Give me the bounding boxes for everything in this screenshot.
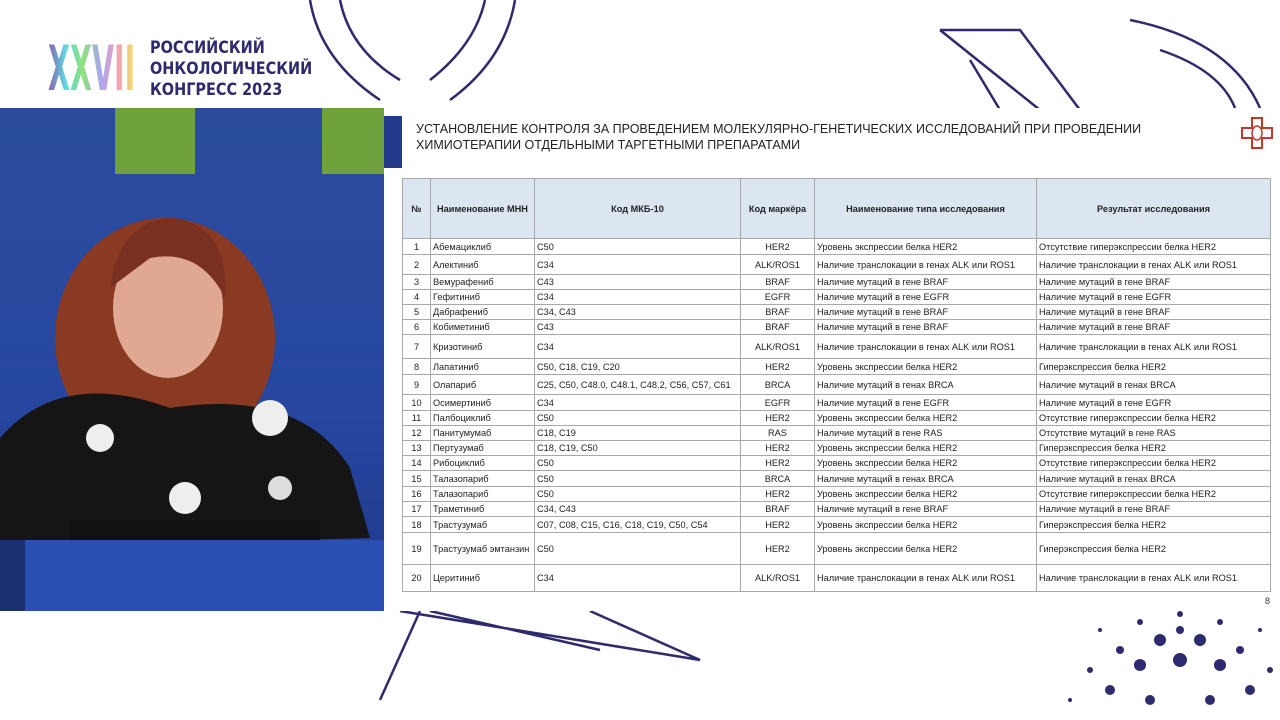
title-accent-bar <box>384 116 402 168</box>
cell-col-marker: BRAF <box>741 320 815 335</box>
backdrop-panel <box>322 108 384 174</box>
table-row <box>403 533 1271 565</box>
table-row <box>403 255 1271 275</box>
header-col-icd10: Код МКБ-10 <box>535 179 741 239</box>
table-row <box>403 375 1271 395</box>
cell-col-drug-name: Палбоциклиб <box>431 411 535 426</box>
cell-col-result: Гиперэкспрессия белка HER2 <box>1037 441 1271 456</box>
table-row <box>403 395 1271 411</box>
cell-col-number: 20 <box>403 565 431 592</box>
cell-col-test-type: Наличие транслокации в генах ALK или ROS1 <box>815 255 1037 275</box>
cell-col-marker: ALK/ROS1 <box>741 255 815 275</box>
cell-col-result: Отсутствие гиперэкспрессии белка HER2 <box>1037 239 1271 255</box>
cell-col-drug-name: Вемурафениб <box>431 275 535 290</box>
logo-roman-numeral: XXVII <box>48 32 136 105</box>
cell-col-marker: HER2 <box>741 239 815 255</box>
table-row <box>403 502 1271 517</box>
cell-col-number: 7 <box>403 335 431 359</box>
cell-col-icd10: C18, C19, C50 <box>535 441 741 456</box>
cell-col-icd10: C50 <box>535 533 741 565</box>
cell-col-result: Наличие мутаций в гене EGFR <box>1037 395 1271 411</box>
table-row <box>403 411 1271 426</box>
cell-col-number: 5 <box>403 305 431 320</box>
cell-col-marker: ALK/ROS1 <box>741 565 815 592</box>
cell-col-marker: BRAF <box>741 305 815 320</box>
cell-col-icd10: C50 <box>535 411 741 426</box>
table-row <box>403 456 1271 471</box>
backdrop-panel <box>115 108 195 174</box>
cell-col-marker: HER2 <box>741 411 815 426</box>
cell-col-result: Гиперэкспрессия белка HER2 <box>1037 517 1271 533</box>
cell-col-number: 17 <box>403 502 431 517</box>
cell-col-marker: RAS <box>741 426 815 441</box>
cell-col-drug-name: Панитумумаб <box>431 426 535 441</box>
cell-col-number: 1 <box>403 239 431 255</box>
cell-col-icd10: C43 <box>535 275 741 290</box>
cell-col-marker: BRAF <box>741 502 815 517</box>
cell-col-marker: ALK/ROS1 <box>741 335 815 359</box>
cell-col-test-type: Уровень экспрессии белка HER2 <box>815 533 1037 565</box>
cell-col-number: 13 <box>403 441 431 456</box>
table-row <box>403 487 1271 502</box>
presentation-slide <box>384 108 1280 611</box>
cell-col-number: 12 <box>403 426 431 441</box>
cell-col-icd10: C25, C50, C48.0, C48.1, C48.2, C56, C57, C61 <box>535 375 741 395</box>
logo-text <box>150 38 312 101</box>
medical-cross-icon <box>1240 116 1274 150</box>
cell-col-icd10: C34 <box>535 290 741 305</box>
cell-col-number: 10 <box>403 395 431 411</box>
page-number: 8 <box>1264 596 1270 606</box>
cell-col-drug-name: Талазопариб <box>431 487 535 502</box>
cell-col-drug-name: Трастузумаб <box>431 517 535 533</box>
cell-col-result: Наличие транслокации в генах ALK или ROS1 <box>1037 565 1271 592</box>
cell-col-number: 16 <box>403 487 431 502</box>
cell-col-number: 9 <box>403 375 431 395</box>
cell-col-test-type: Уровень экспрессии белка HER2 <box>815 239 1037 255</box>
cell-col-result: Наличие мутаций в гене BRAF <box>1037 320 1271 335</box>
cell-col-test-type: Наличие мутаций в гене RAS <box>815 426 1037 441</box>
header-col-result: Результат исследования <box>1037 179 1271 239</box>
cell-col-number: 15 <box>403 471 431 487</box>
cell-col-test-type: Уровень экспрессии белка HER2 <box>815 487 1037 502</box>
cell-col-icd10: C07, C08, C15, C16, C18, C19, C50, C54 <box>535 517 741 533</box>
targeted-drugs-table <box>402 178 1271 592</box>
cell-col-test-type: Уровень экспрессии белка HER2 <box>815 411 1037 426</box>
table-row <box>403 441 1271 456</box>
cell-col-test-type: Уровень экспрессии белка HER2 <box>815 517 1037 533</box>
table-row <box>403 305 1271 320</box>
cell-col-drug-name: Церитиниб <box>431 565 535 592</box>
cell-col-icd10: C34 <box>535 395 741 411</box>
cell-col-result: Наличие мутаций в гене BRAF <box>1037 502 1271 517</box>
table-row <box>403 471 1271 487</box>
table-row <box>403 335 1271 359</box>
slide-title-line: ХИМИОТЕРАПИИ ОТДЕЛЬНЫМИ ТАРГЕТНЫМИ ПРЕПАРАТАМИ <box>416 138 801 152</box>
cell-col-test-type: Наличие мутаций в генах BRCA <box>815 375 1037 395</box>
cell-col-result: Наличие мутаций в гене EGFR <box>1037 290 1271 305</box>
cell-col-drug-name: Пертузумаб <box>431 441 535 456</box>
cell-col-marker: EGFR <box>741 395 815 411</box>
cell-col-test-type: Наличие транслокации в генах ALK или ROS1 <box>815 335 1037 359</box>
cell-col-test-type: Наличие транслокации в генах ALK или ROS1 <box>815 565 1037 592</box>
cell-col-icd10: C50 <box>535 456 741 471</box>
logo-line: КОНГРЕСС 2023 <box>150 80 283 100</box>
cell-col-icd10: C50 <box>535 487 741 502</box>
cell-col-drug-name: Олапариб <box>431 375 535 395</box>
cell-col-drug-name: Кризотиниб <box>431 335 535 359</box>
table-row <box>403 275 1271 290</box>
cell-col-result: Наличие транслокации в генах ALK или ROS1 <box>1037 335 1271 359</box>
cell-col-test-type: Наличие мутаций в гене BRAF <box>815 502 1037 517</box>
cell-col-test-type: Наличие мутаций в гене BRAF <box>815 305 1037 320</box>
cell-col-result: Отсутствие гиперэкспрессии белка HER2 <box>1037 456 1271 471</box>
cell-col-test-type: Наличие мутаций в гене EGFR <box>815 290 1037 305</box>
slide-title <box>416 121 1216 153</box>
cell-col-drug-name: Осимертиниб <box>431 395 535 411</box>
cell-col-marker: BRCA <box>741 471 815 487</box>
table-row <box>403 239 1271 255</box>
cell-col-number: 3 <box>403 275 431 290</box>
cell-col-test-type: Уровень экспрессии белка HER2 <box>815 441 1037 456</box>
cell-col-number: 18 <box>403 517 431 533</box>
cell-col-marker: EGFR <box>741 290 815 305</box>
logo-line: РОССИЙСКИЙ <box>150 38 265 58</box>
cell-col-icd10: C34, C43 <box>535 305 741 320</box>
cell-col-result: Отсутствие мутаций в гене RAS <box>1037 426 1271 441</box>
cell-col-number: 14 <box>403 456 431 471</box>
cell-col-icd10: C18, C19 <box>535 426 741 441</box>
header-col-test-type: Наименование типа исследования <box>815 179 1037 239</box>
cell-col-drug-name: Траметиниб <box>431 502 535 517</box>
cell-col-drug-name: Дабрафениб <box>431 305 535 320</box>
cell-col-marker: HER2 <box>741 359 815 375</box>
cell-col-number: 19 <box>403 533 431 565</box>
cell-col-marker: HER2 <box>741 533 815 565</box>
cell-col-icd10: C34 <box>535 255 741 275</box>
cell-col-icd10: C50, C18, C19, C20 <box>535 359 741 375</box>
cell-col-test-type: Уровень экспрессии белка HER2 <box>815 456 1037 471</box>
cell-col-marker: BRAF <box>741 275 815 290</box>
cell-col-test-type: Наличие мутаций в гене EGFR <box>815 395 1037 411</box>
cell-col-drug-name: Абемациклиб <box>431 239 535 255</box>
cell-col-icd10: C34 <box>535 335 741 359</box>
logo-line: ОНКОЛОГИЧЕСКИЙ <box>150 59 313 79</box>
cell-col-drug-name: Талазопариб <box>431 471 535 487</box>
header-col-drug-name: Наименование МНН <box>431 179 535 239</box>
cell-col-result: Наличие мутаций в генах BRCA <box>1037 471 1271 487</box>
speaker-video <box>0 108 384 611</box>
cell-col-icd10: C34 <box>535 565 741 592</box>
cell-col-test-type: Наличие мутаций в гене BRAF <box>815 275 1037 290</box>
cell-col-result: Наличие мутаций в гене BRAF <box>1037 275 1271 290</box>
cell-col-result: Наличие транслокации в генах ALK или ROS1 <box>1037 255 1271 275</box>
cell-col-number: 11 <box>403 411 431 426</box>
cell-col-number: 6 <box>403 320 431 335</box>
table-row <box>403 565 1271 592</box>
table-row <box>403 290 1271 305</box>
cell-col-result: Гиперэкспрессия белка HER2 <box>1037 533 1271 565</box>
cell-col-result: Отсутствие гиперэкспрессии белка HER2 <box>1037 411 1271 426</box>
cell-col-icd10: C50 <box>535 471 741 487</box>
cell-col-marker: HER2 <box>741 487 815 502</box>
cell-col-marker: HER2 <box>741 441 815 456</box>
table-row <box>403 359 1271 375</box>
cell-col-result: Гиперэкспрессия белка HER2 <box>1037 359 1271 375</box>
cell-col-result: Отсутствие гиперэкспрессии белка HER2 <box>1037 487 1271 502</box>
cell-col-drug-name: Трастузумаб эмтанзин <box>431 533 535 565</box>
cell-col-test-type: Наличие мутаций в генах BRCA <box>815 471 1037 487</box>
speaker-figure <box>0 108 384 611</box>
cell-col-icd10: C43 <box>535 320 741 335</box>
table-row <box>403 320 1271 335</box>
cell-col-marker: BRCA <box>741 375 815 395</box>
dot-pattern-icon <box>1068 611 1273 705</box>
cell-col-number: 2 <box>403 255 431 275</box>
cell-col-test-type: Уровень экспрессии белка HER2 <box>815 359 1037 375</box>
cell-col-drug-name: Алектиниб <box>431 255 535 275</box>
congress-logo <box>48 32 313 105</box>
cell-col-drug-name: Кобиметиниб <box>431 320 535 335</box>
cell-col-number: 8 <box>403 359 431 375</box>
cell-col-number: 4 <box>403 290 431 305</box>
cell-col-drug-name: Гефитиниб <box>431 290 535 305</box>
cell-col-result: Наличие мутаций в генах BRCA <box>1037 375 1271 395</box>
cell-col-icd10: C50 <box>535 239 741 255</box>
cell-col-result: Наличие мутаций в гене BRAF <box>1037 305 1271 320</box>
cell-col-icd10: C34, C43 <box>535 502 741 517</box>
slide-title-line: УСТАНОВЛЕНИЕ КОНТРОЛЯ ЗА ПРОВЕДЕНИЕМ МОЛЕКУЛЯРНО-ГЕНЕТИЧЕСКИХ ИССЛЕДОВАНИЙ ПРИ ПРОВЕДЕНИИ <box>416 122 1142 136</box>
header-col-marker: Код маркёра <box>741 179 815 239</box>
cell-col-test-type: Наличие мутаций в гене BRAF <box>815 320 1037 335</box>
cell-col-drug-name: Рибоциклиб <box>431 456 535 471</box>
table-row <box>403 517 1271 533</box>
cell-col-marker: HER2 <box>741 517 815 533</box>
table-row <box>403 426 1271 441</box>
header-col-number: № <box>403 179 431 239</box>
cell-col-marker: HER2 <box>741 456 815 471</box>
cell-col-drug-name: Лапатиниб <box>431 359 535 375</box>
